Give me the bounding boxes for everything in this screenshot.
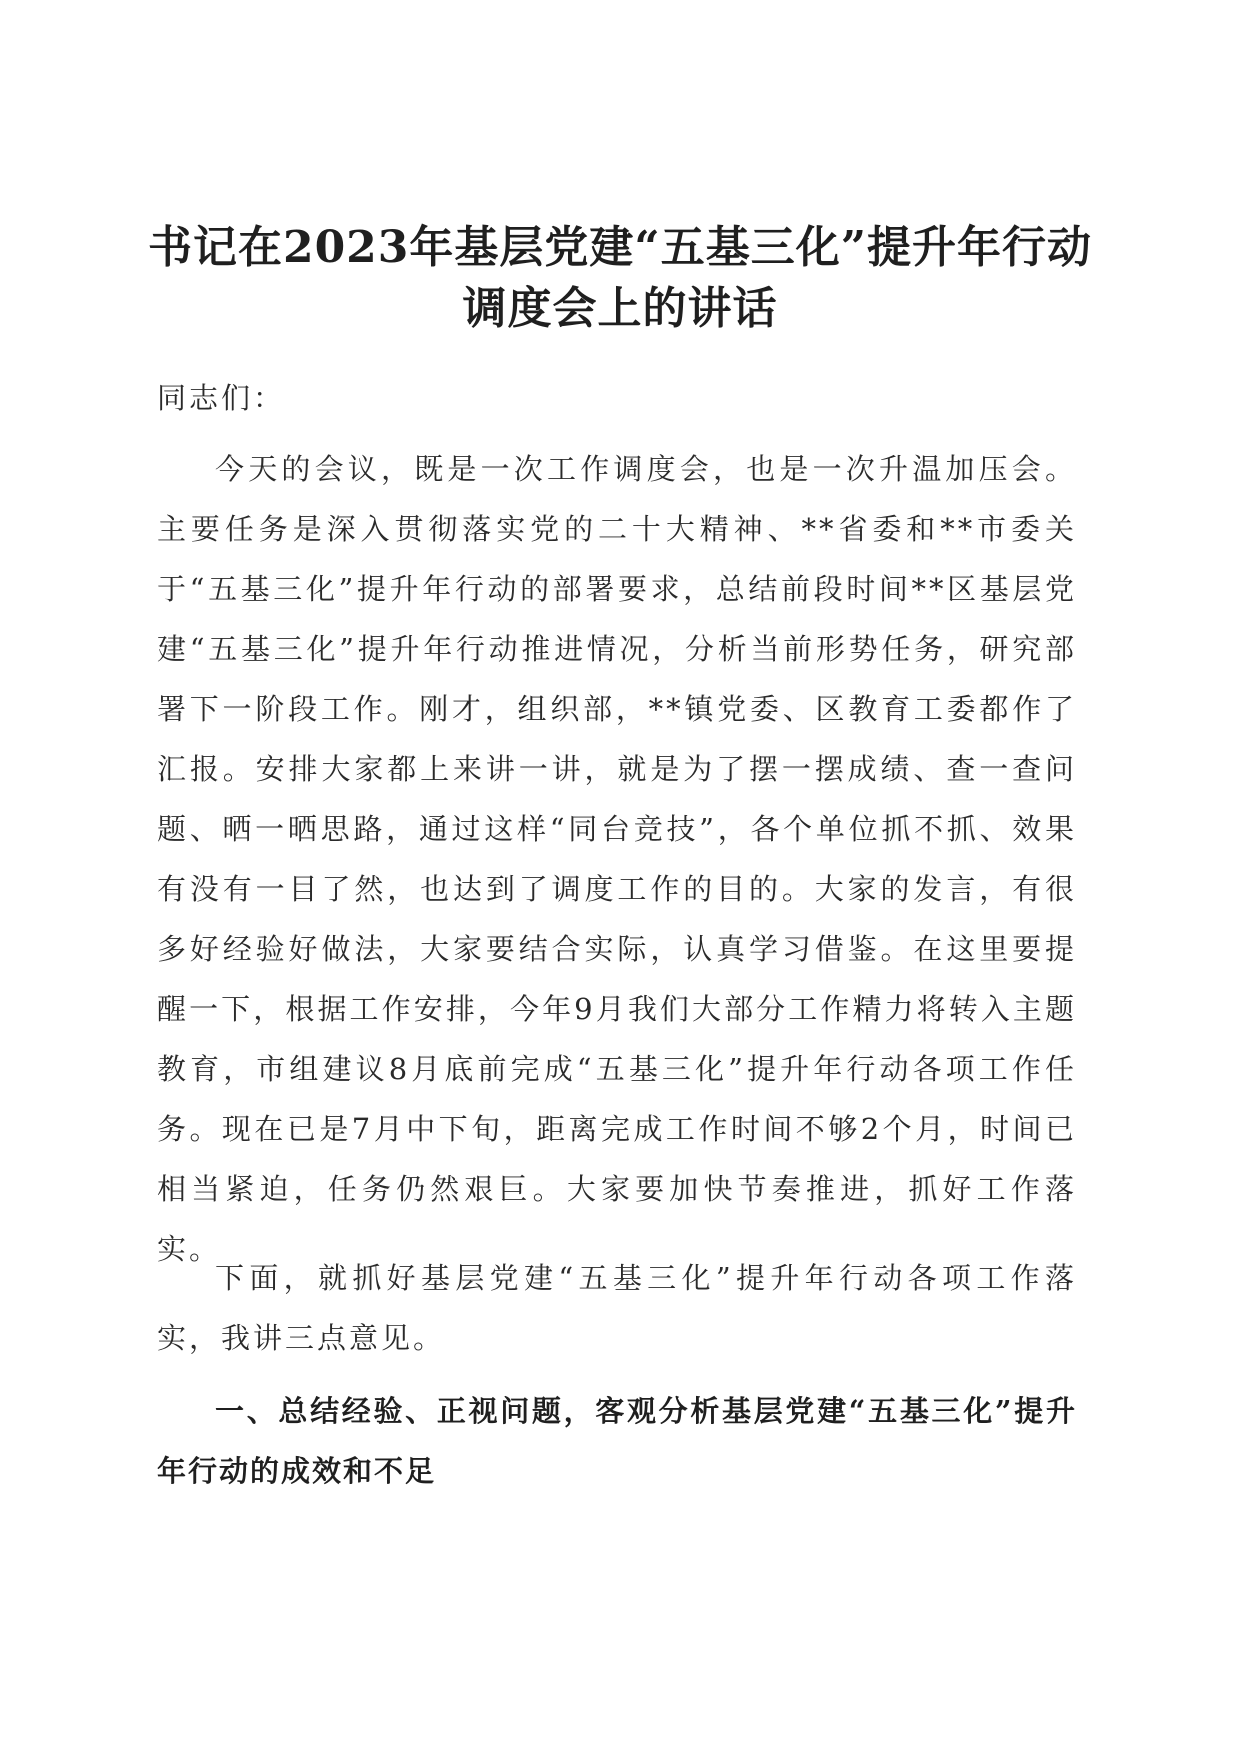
salutation: 同志们：	[157, 381, 286, 415]
document-title-line-2: 调度会上的讲话	[462, 283, 778, 334]
document-title-line-1: 书记在2023年基层党建“五基三化”提升年行动	[147, 222, 1093, 273]
body-paragraph-1: 今天的会议，既是一次工作调度会，也是一次升温加压会。主要任务是深入贯彻落实党的二十大精神、**省委和**市委关于“五基三化”提升年行动的部署要求，总结前段时间**区基层党建“五基三化”提升年行动推进情况，分析当前形势任务，研究部署下一阶段工作。刚才，组织部，**镇党委、区教育工委都作了汇报。安排大家都上来讲一讲，就是为了摆一摆成绩、查一查问题、晒一晒思路，通过这样“同台竞技”，各个单位抓不抓、效果有没有一目了然，也达到了调度工作的目的。大家的发言，有很多好经验好做法，大家要结合实际，认真学习借鉴。在这里要提醒一下，根据工作安排，今年9月我们大部分工作精力将转入主题教育，市组建议8月底前完成“五基三化”提升年行动各项工作任务。现在已是7月中下旬，距离完成工作时间不够2个月，时间已相当紧迫，任务仍然艰巨。大家要加快节奏推进，抓好工作落实。	[157, 452, 1077, 1266]
body-paragraph-2: 下面，就抓好基层党建“五基三化”提升年行动各项工作落实，我讲三点意见。	[157, 1261, 1077, 1355]
section-heading-1: 一、总结经验、正视问题，客观分析基层党建“五基三化”提升年行动的成效和不足	[157, 1394, 1077, 1488]
